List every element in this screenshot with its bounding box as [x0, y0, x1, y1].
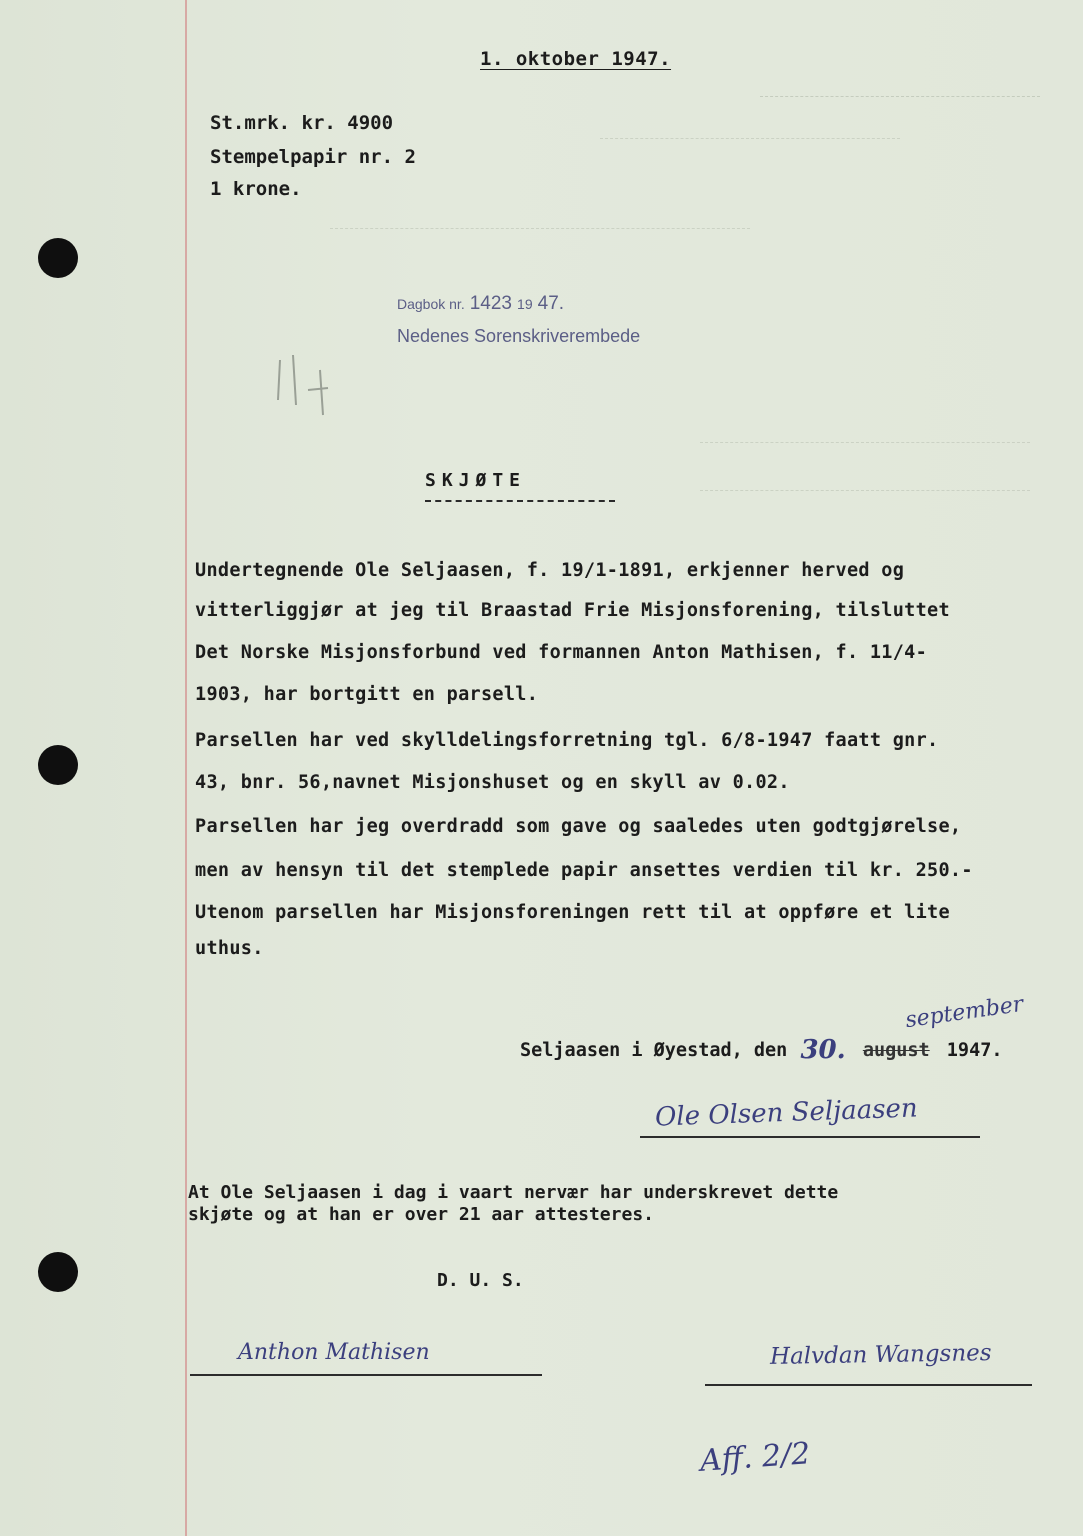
grantor-signature: Ole Olsen Seljaasen — [654, 1093, 919, 1133]
stamp-value-line: 1 krone. — [210, 178, 302, 200]
stamp-paper-line: Stempelpapir nr. 2 — [210, 146, 416, 168]
registry-number: 1423 — [469, 293, 513, 314]
witness1-signature-line — [190, 1374, 542, 1376]
body-line: Parsellen har ved skylldelingsforretning tgl. 6/8-1947 faatt gnr. — [195, 730, 939, 751]
document-title: SKJØTE — [425, 470, 527, 491]
attestation-line: skjøte og at han er over 21 aar attesteres. — [188, 1204, 654, 1225]
body-line: Undertegnende Ole Seljaasen, f. 19/1-1891, erkjenner herved og — [195, 560, 905, 581]
punch-hole-middle — [38, 745, 78, 785]
bleed-through-mark — [700, 442, 1030, 457]
title-underline — [425, 500, 615, 502]
witness2-signature: Halvdan Wangsnes — [769, 1340, 992, 1370]
body-line: vitterliggjør at jeg til Braastad Frie Misjonsforening, tilsluttet — [195, 600, 950, 621]
pencil-scribble — [268, 330, 348, 420]
registry-year-suffix: 47. — [537, 293, 565, 314]
place-and-date — [520, 1033, 1003, 1063]
place-date-year: 1947. — [946, 1040, 1003, 1061]
registry-year-prefix: 19 — [517, 296, 533, 312]
registry-stamp — [397, 293, 564, 315]
registry-office: Nedenes Sorenskriverembede — [397, 326, 641, 346]
place-prefix: Seljaasen i Øyestad, den — [520, 1040, 788, 1061]
witness1-signature: Anthon Mathisen — [238, 1340, 430, 1365]
witness2-signature-line — [705, 1384, 1032, 1386]
dus-mark: D. U. S. — [437, 1270, 524, 1291]
document-date-heading: 1. oktober 1947. — [480, 48, 672, 70]
handwritten-day: 30. — [800, 1035, 846, 1065]
body-line: Det Norske Misjonsforbund ved formannen Anton Mathisen, f. 11/4- — [195, 642, 928, 663]
body-line: 43, bnr. 56,navnet Misjonshuset og en skyll av 0.02. — [195, 772, 790, 793]
registry-label: Dagbok nr. — [397, 296, 465, 312]
handwritten-month: september — [903, 991, 1025, 1034]
bleed-through-mark — [330, 228, 750, 243]
body-line: Parsellen har jeg overdradd som gave og saaledes uten godtgjørelse, — [195, 816, 962, 837]
bleed-through-mark — [700, 490, 1030, 505]
punch-hole-top — [38, 238, 78, 278]
grantor-signature-line — [640, 1136, 980, 1138]
body-line: Utenom parsellen har Misjonsforeningen rett til at oppføre et lite — [195, 902, 950, 923]
bleed-through-mark — [600, 138, 900, 153]
body-line: uthus. — [195, 938, 264, 959]
punch-hole-bottom — [38, 1252, 78, 1292]
filing-note: Aff. 2/2 — [698, 1436, 812, 1479]
struck-month: august — [862, 1040, 930, 1061]
body-line: men av hensyn til det stemplede papir ansettes verdien til kr. 250.- — [195, 860, 973, 881]
bleed-through-mark — [760, 96, 1040, 111]
body-line: 1903, har bortgitt en parsell. — [195, 684, 539, 705]
attestation-line: At Ole Seljaasen i dag i vaart nervær har underskrevet dette — [188, 1182, 839, 1203]
stamp-duty-line: St.mrk. kr. 4900 — [210, 112, 394, 134]
red-margin-line — [185, 0, 187, 1536]
